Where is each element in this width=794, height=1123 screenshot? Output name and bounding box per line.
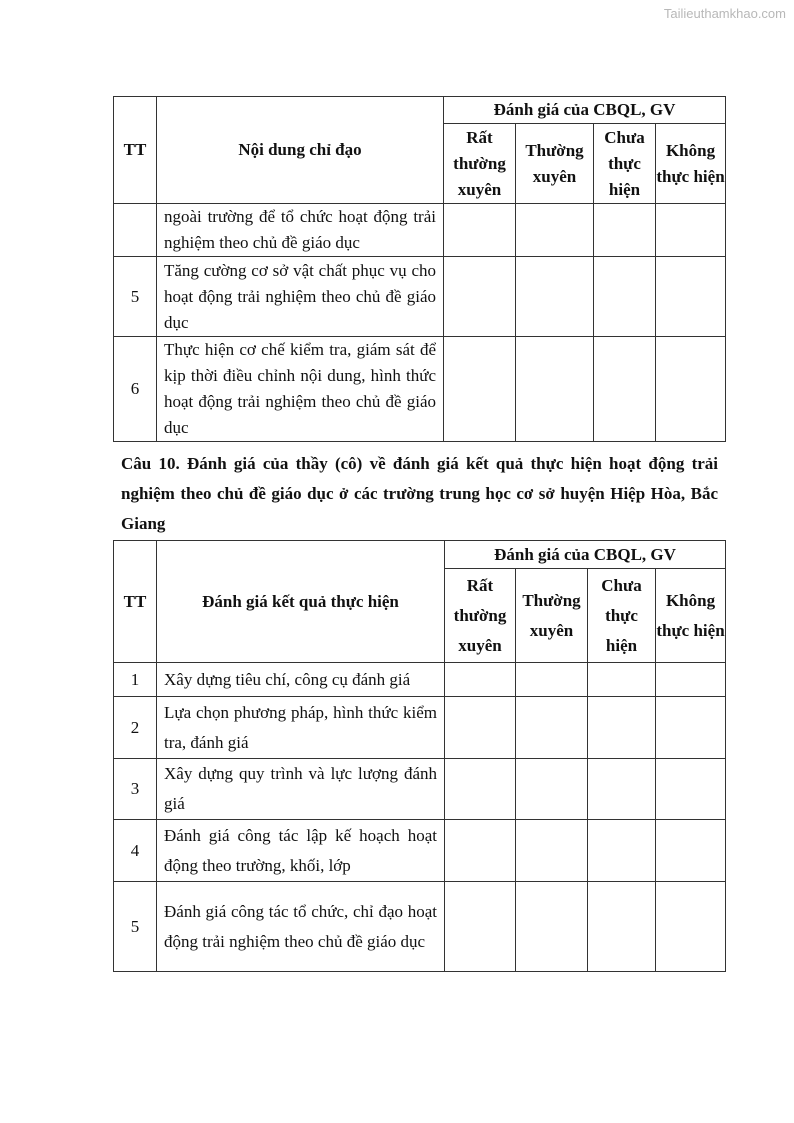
header-content: Đánh giá kết quả thực hiện — [157, 541, 445, 663]
header-content: Nội dung chỉ đạo — [157, 97, 444, 204]
rating-cell[interactable] — [516, 663, 588, 697]
rating-cell[interactable] — [516, 257, 594, 337]
rating-cell[interactable] — [516, 759, 588, 820]
rating-cell[interactable] — [516, 337, 594, 442]
table-row — [114, 337, 726, 442]
watermark: Tailieuthamkhao.com — [663, 6, 786, 21]
header-group: Đánh giá của CBQL, GV — [444, 97, 726, 124]
row-text: ngoài trường để tổ chức hoạt động trải nghiệm theo chủ đề giáo dục — [157, 204, 444, 257]
rating-cell[interactable] — [445, 820, 516, 882]
table-row — [114, 257, 726, 337]
row-number — [114, 204, 157, 257]
row-text: Xây dựng tiêu chí, công cụ đánh giá — [157, 663, 445, 697]
rating-cell[interactable] — [656, 204, 726, 257]
header-never: Không thực hiện — [656, 569, 726, 663]
rating-cell[interactable] — [594, 204, 656, 257]
rating-cell[interactable] — [516, 820, 588, 882]
rating-cell[interactable] — [656, 663, 726, 697]
rating-cell[interactable] — [444, 337, 516, 442]
rating-cell[interactable] — [656, 882, 726, 972]
table-direction-content — [113, 96, 726, 442]
row-number: 5 — [114, 257, 157, 337]
table-row — [114, 204, 726, 257]
header-not-yet: Chưa thực hiện — [588, 569, 656, 663]
row-number: 2 — [114, 697, 157, 759]
rating-cell[interactable] — [588, 759, 656, 820]
rating-cell[interactable] — [656, 759, 726, 820]
row-number: 3 — [114, 759, 157, 820]
row-number: 5 — [114, 882, 157, 972]
rating-cell[interactable] — [444, 204, 516, 257]
table-row — [114, 820, 726, 882]
row-text: Thực hiện cơ chế kiểm tra, giám sát để kịp thời điều chỉnh nội dung, hình thức hoạt động trải nghiệm theo chủ đề giáo dục — [157, 337, 444, 442]
question-caption: Câu 10. Đánh giá của thầy (cô) về đánh giá kết quả thực hiện hoạt động trải nghiệm theo chủ đề giáo dục ở các trường trung học cơ sở huyện Hiệp Hòa, Bắc Giang — [121, 454, 718, 533]
table-row — [114, 697, 726, 759]
header-not-yet: Chưa thực hiện — [594, 124, 656, 204]
row-text: Lựa chọn phương pháp, hình thức kiểm tra, đánh giá — [157, 697, 445, 759]
rating-cell[interactable] — [445, 663, 516, 697]
rating-cell[interactable] — [588, 663, 656, 697]
row-text: Tăng cường cơ sở vật chất phục vụ cho hoạt động trải nghiệm theo chủ đề giáo dục — [157, 257, 444, 337]
rating-cell[interactable] — [594, 337, 656, 442]
rating-cell[interactable] — [588, 882, 656, 972]
header-very-often: Rất thường xuyên — [444, 124, 516, 204]
header-group: Đánh giá của CBQL, GV — [445, 541, 726, 569]
row-text: Đánh giá công tác tổ chức, chỉ đạo hoạt động trải nghiệm theo chủ đề giáo dục — [157, 882, 445, 972]
table-row — [114, 882, 726, 972]
rating-cell[interactable] — [516, 204, 594, 257]
header-often: Thường xuyên — [516, 124, 594, 204]
header-tt: TT — [114, 541, 157, 663]
row-number: 1 — [114, 663, 157, 697]
row-number: 4 — [114, 820, 157, 882]
rating-cell[interactable] — [656, 820, 726, 882]
table-row — [114, 663, 726, 697]
table-evaluation-results — [113, 540, 726, 972]
rating-cell[interactable] — [516, 697, 588, 759]
table-row — [114, 759, 726, 820]
rating-cell[interactable] — [516, 882, 588, 972]
rating-cell[interactable] — [656, 257, 726, 337]
rating-cell[interactable] — [588, 820, 656, 882]
row-text: Xây dựng quy trình và lực lượng đánh giá — [157, 759, 445, 820]
rating-cell[interactable] — [594, 257, 656, 337]
header-often: Thường xuyên — [516, 569, 588, 663]
row-number: 6 — [114, 337, 157, 442]
rating-cell[interactable] — [445, 882, 516, 972]
rating-cell[interactable] — [588, 697, 656, 759]
header-never: Không thực hiện — [656, 124, 726, 204]
rating-cell[interactable] — [656, 697, 726, 759]
rating-cell[interactable] — [445, 759, 516, 820]
header-tt: TT — [114, 97, 157, 204]
row-text: Đánh giá công tác lập kế hoạch hoạt động theo trường, khối, lớp — [157, 820, 445, 882]
rating-cell[interactable] — [444, 257, 516, 337]
rating-cell[interactable] — [445, 697, 516, 759]
header-very-often: Rất thường xuyên — [445, 569, 516, 663]
rating-cell[interactable] — [656, 337, 726, 442]
